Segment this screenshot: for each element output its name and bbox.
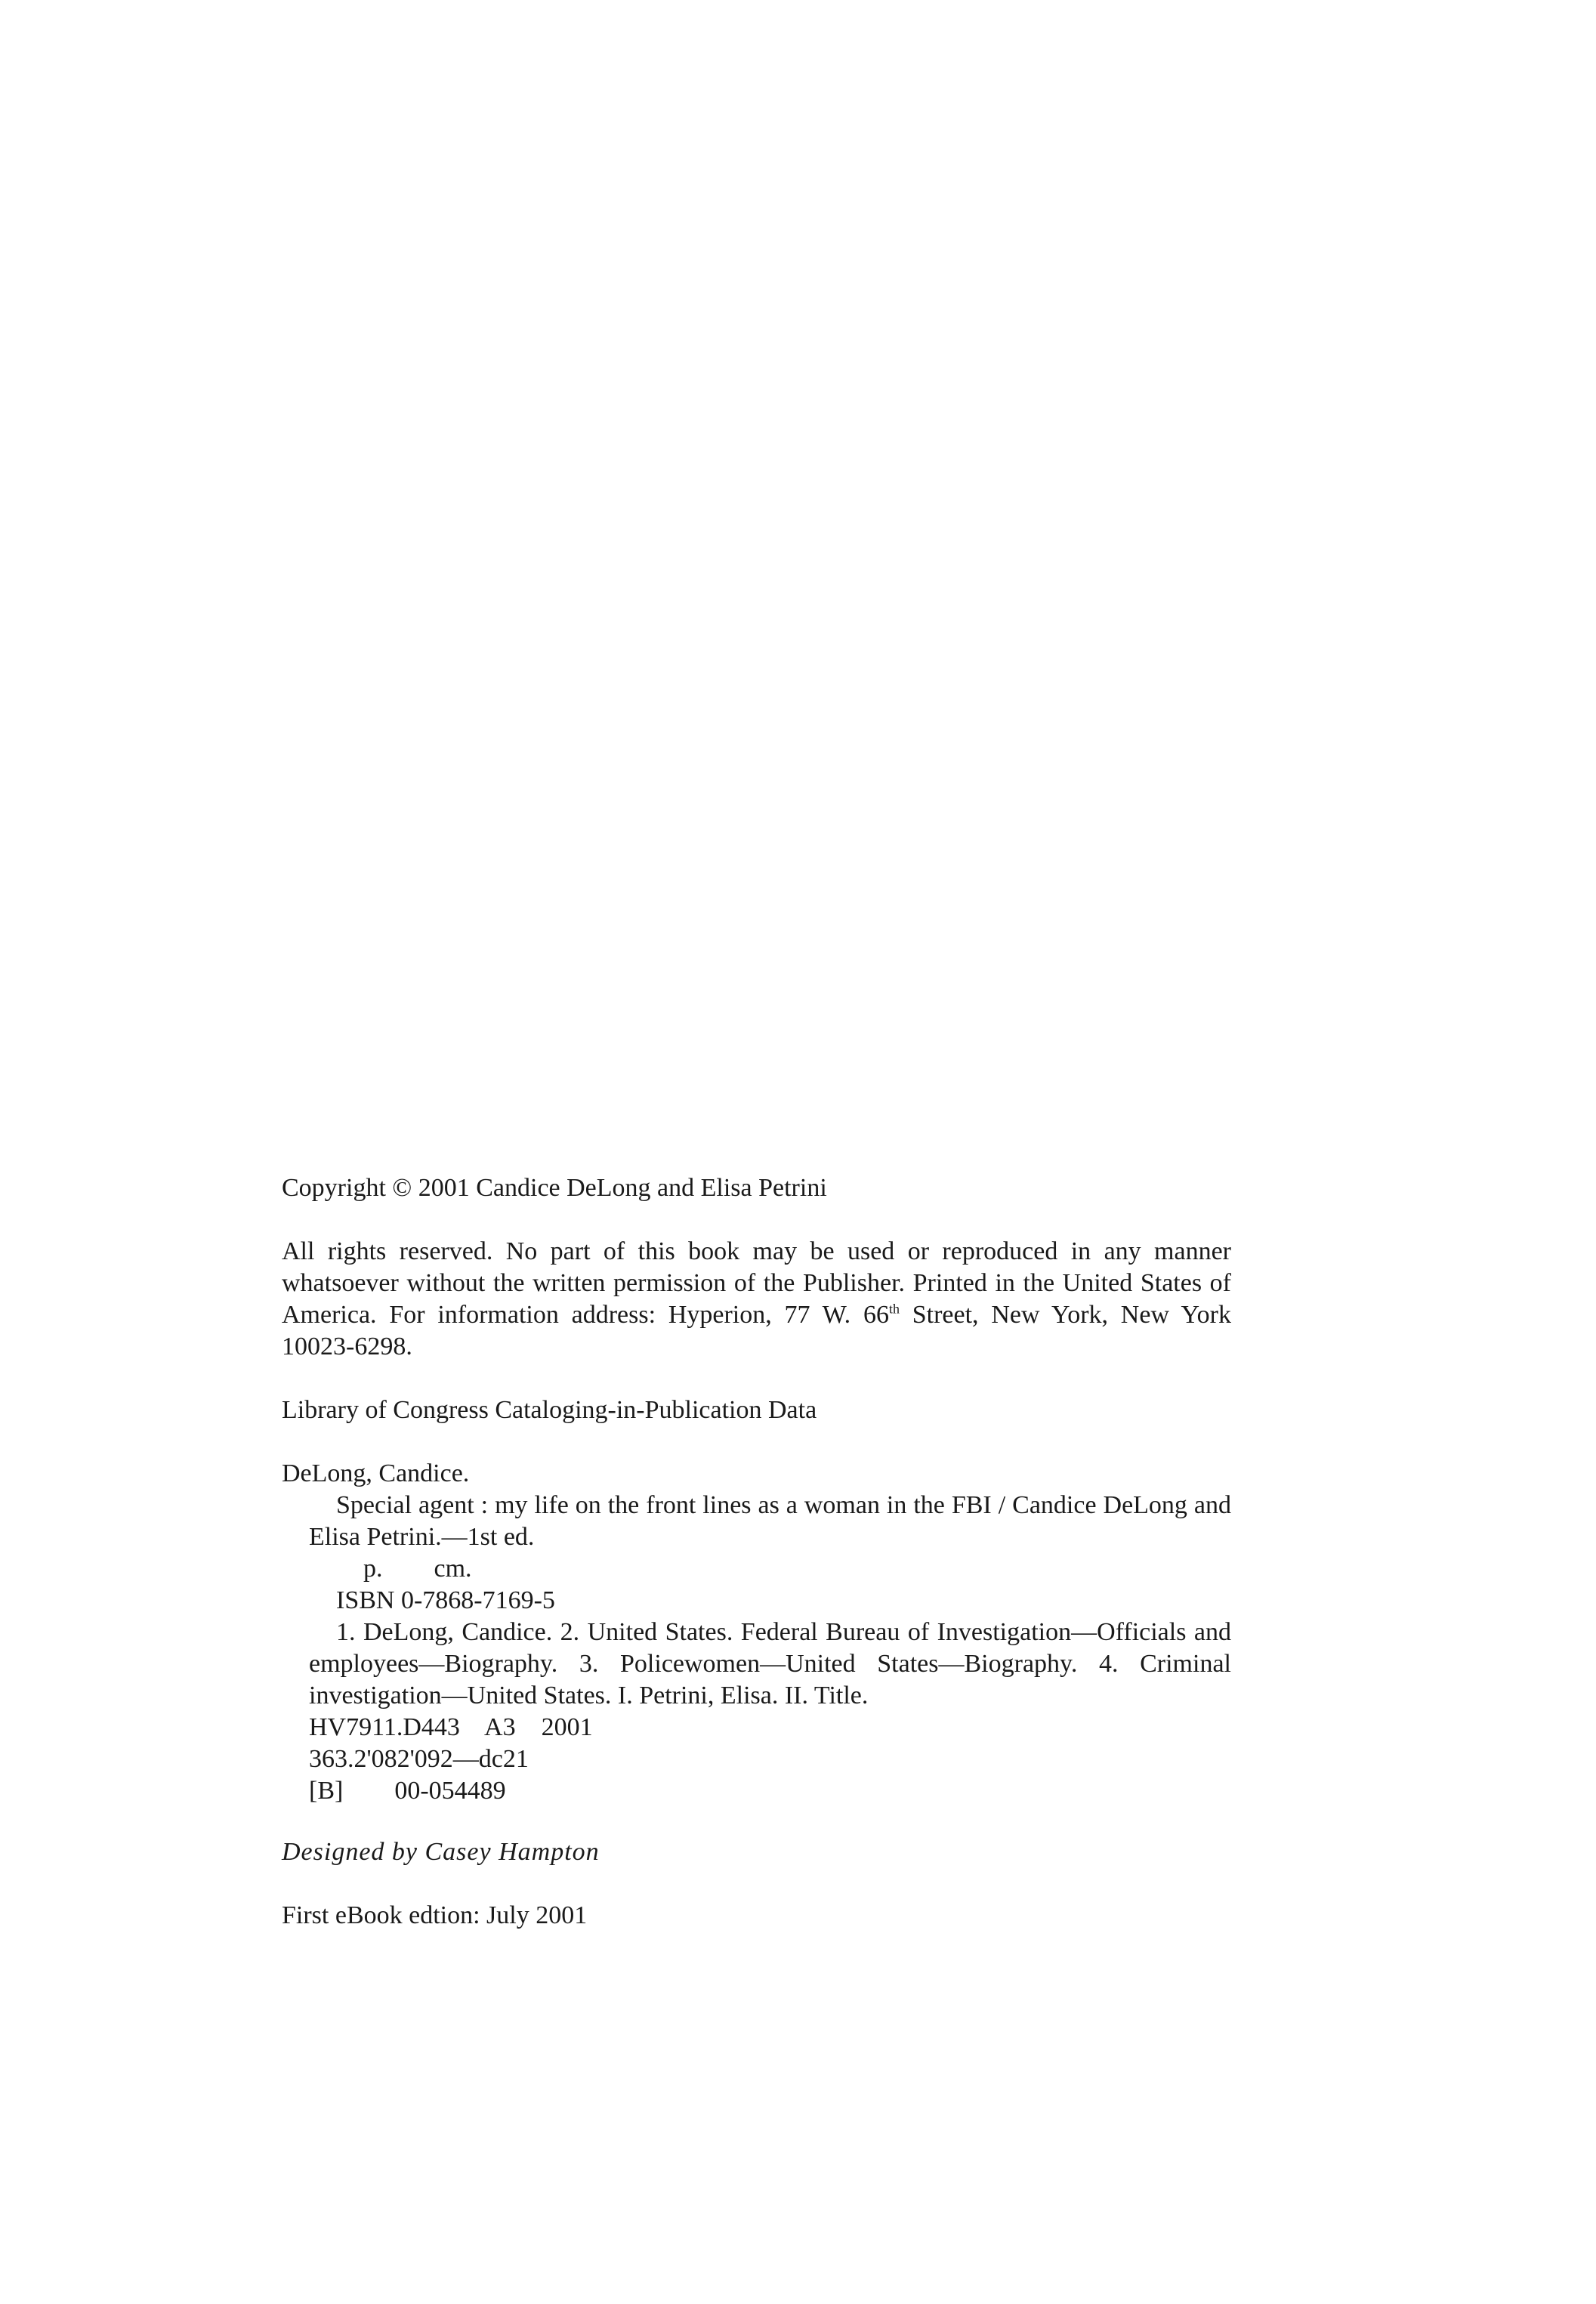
ordinal-superscript: th	[888, 1301, 900, 1317]
rights-text-end: Street, New York, New York 10023-6298.	[282, 1301, 1231, 1360]
cip-collation: p. cm.	[363, 1555, 472, 1583]
copyright-line: Copyright © 2001 Candice DeLong and Elisa Petrini	[282, 1174, 827, 1202]
cip-dewey-number: 363.2'082'092—dc21	[309, 1745, 529, 1773]
edition-note: First eBook edtion: July 2001	[282, 1901, 588, 1929]
cip-isbn: ISBN 0-7868-7169-5	[336, 1586, 555, 1614]
cip-title-statement: Special agent : my life on the front lines as a woman in the FBI / Candice DeLong and Elisa Petrini.—1st ed.	[309, 1491, 1231, 1551]
designer-credit: Designed by Casey Hampton	[282, 1838, 600, 1866]
cip-record-number: [B] 00-054489	[309, 1777, 506, 1805]
cip-author: DeLong, Candice.	[282, 1459, 470, 1487]
rights-paragraph	[282, 1236, 1231, 1363]
rights-statement	[282, 1236, 1231, 1363]
cip-heading: Library of Congress Cataloging-in-Publication Data	[282, 1396, 817, 1424]
cip-lc-call-number: HV7911.D443 A3 2001	[309, 1713, 593, 1741]
cip-subjects: 1. DeLong, Candice. 2. United States. Federal Bureau of Investigation—Officials and employees—Biography. 3. Policewomen—United States—Biography. 4. Criminal investigation—United States. I. Petrini, Elisa. II. Title.	[309, 1618, 1231, 1709]
rights-text: All rights reserved. No part of this book may be used or reproduced in any manner whatsoever without the written permission of the Publisher. Printed in the United States of America. For information address: Hyperion, 77 W. 66	[282, 1237, 1231, 1329]
cip-record	[282, 1458, 1231, 1807]
